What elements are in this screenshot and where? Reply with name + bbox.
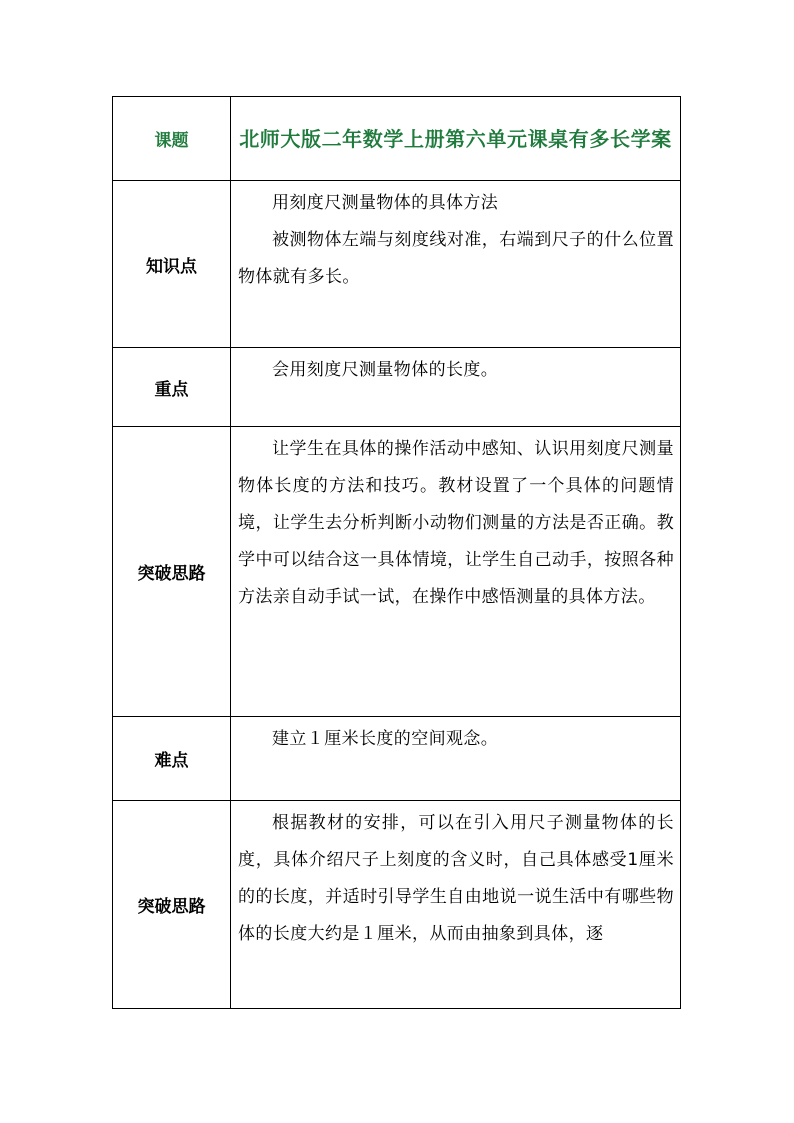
lesson-plan-table <box>112 96 681 1009</box>
lesson-title: 北师大版二年数学上册第六单元课桌有多长学案 <box>239 126 672 151</box>
knowledge-paragraph: 用刻度尺测量物体的具体方法 <box>272 193 499 213</box>
approach-1-label-cell <box>113 427 231 717</box>
approach-2-label-cell <box>113 801 231 1009</box>
approach-2-paragraph: 根据教材的安排，可以在引入用尺子测量物体的长度，具体介绍尺子上刻度的含义时，自己具体感受1厘米的的长度，并适时引导学生自由地说一说生活中有哪些物体的长度大约是１厘米，从而由抽象到具体，逐 <box>238 813 674 944</box>
approach-1-paragraph: 让学生在具体的操作活动中感知、认识用刻度尺测量物体长度的方法和技巧。教材设置了一个具体的问题情境，让学生去分析判断小动物们测量的方法是否正确。教学中可以结合这一具体情境，让学生自己动手，按照各种方法亲自动手试一试，在操作中感悟测量的具体方法。 <box>238 439 674 607</box>
key-point-label: 重点 <box>154 379 189 400</box>
table-row-difficult-point <box>113 717 681 801</box>
approach-2-content-cell <box>231 801 681 1009</box>
table-row-approach-2 <box>113 801 681 1009</box>
key-point-content-cell <box>231 348 681 427</box>
table-row-knowledge <box>113 181 681 348</box>
table-row-approach-1 <box>113 427 681 717</box>
table-row-title <box>113 97 681 181</box>
difficult-point-label: 难点 <box>154 751 189 771</box>
title-label: 课题 <box>154 131 189 151</box>
approach-1-content-cell <box>231 427 681 717</box>
knowledge-label-cell <box>113 181 231 348</box>
knowledge-paragraph: 被测物体左端与刻度线对准，右端到尺子的什么位置物体就有多长。 <box>238 230 674 287</box>
approach-2-label: 突破思路 <box>137 897 206 917</box>
knowledge-content-cell <box>231 181 681 348</box>
lesson-title-cell <box>231 97 681 181</box>
key-point-label-cell <box>113 348 231 427</box>
knowledge-label: 知识点 <box>146 256 197 277</box>
key-point-paragraph: 会用刻度尺测量物体的长度。 <box>272 360 499 380</box>
difficult-point-label-cell <box>113 717 231 801</box>
difficult-point-paragraph: 建立１厘米长度的空间观念。 <box>272 729 499 749</box>
title-label-cell <box>113 97 231 181</box>
table-row-key-point <box>113 348 681 427</box>
approach-1-label: 突破思路 <box>137 564 206 584</box>
difficult-point-content-cell <box>231 717 681 801</box>
